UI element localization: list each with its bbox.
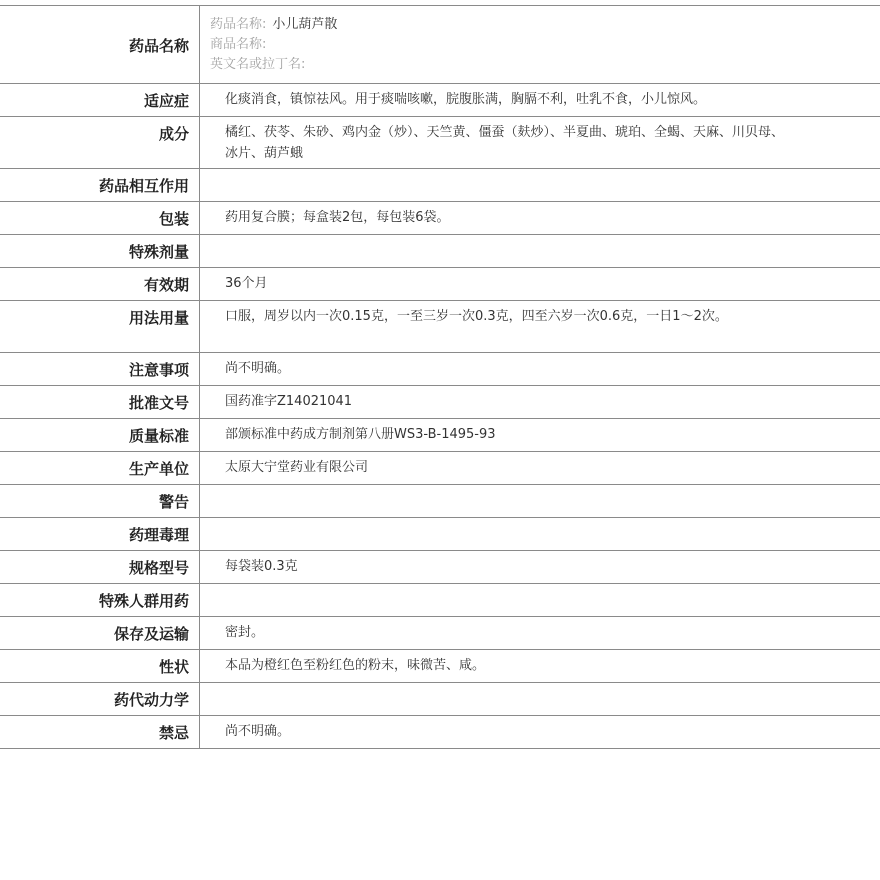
latin-name-line: [210, 55, 790, 75]
row-approval-number: [0, 386, 880, 419]
row-label: 保存及运输: [0, 617, 200, 649]
row-manufacturer: [0, 452, 880, 485]
row-label: 包装: [0, 202, 200, 234]
row-value: 橘红、茯苓、朱砂、鸡内金（炒）、天竺黄、僵蚕（麸炒）、半夏曲、琥珀、全蝎、天麻、川贝母、冰片、葫芦蛾: [225, 125, 785, 161]
row-label: 性状: [0, 650, 200, 682]
row-label: 有效期: [0, 268, 200, 300]
row-quality-standard: [0, 419, 880, 452]
row-value: 尚不明确。: [225, 361, 291, 376]
row-value: [200, 169, 880, 201]
row-value: 密封。: [225, 625, 265, 640]
row-pharmacology: [0, 518, 880, 551]
row-label: 药理毒理: [0, 518, 200, 550]
row-contraindications: [0, 716, 880, 749]
drug-info-table: [0, 5, 880, 749]
row-value: 口服，周岁以内一次0.15克，一至三岁一次0.3克，四至六岁一次0.6克，一日1～2次。: [225, 309, 728, 324]
row-dosage: [0, 301, 880, 353]
row-label: 质量标准: [0, 419, 200, 451]
row-label: 药代动力学: [0, 683, 200, 715]
row-value: [200, 6, 880, 83]
row-drug-interactions: [0, 169, 880, 202]
drug-name-key: 药品名称:: [210, 17, 267, 32]
row-label: 特殊人群用药: [0, 584, 200, 616]
row-value: [200, 518, 880, 550]
latin-name-key: 英文名或拉丁名:: [210, 57, 306, 72]
row-value: 36个月: [225, 276, 268, 291]
row-value: [200, 683, 880, 715]
row-label: 适应症: [0, 84, 200, 116]
row-drug-name: [0, 6, 880, 84]
row-precautions: [0, 353, 880, 386]
row-label: 用法用量: [0, 301, 200, 352]
row-label: 禁忌: [0, 716, 200, 748]
row-value: 化痰消食，镇惊祛风。用于痰喘咳嗽，脘腹胀满，胸膈不利，吐乳不食，小儿惊风。: [225, 92, 707, 107]
row-value: 国药准字Z14021041: [225, 394, 353, 409]
row-pharmacokinetics: [0, 683, 880, 716]
row-appearance: [0, 650, 880, 683]
row-value: 每袋装0.3克: [225, 559, 298, 574]
row-label: 成分: [0, 117, 200, 168]
row-indications: [0, 84, 880, 117]
row-ingredients: [0, 117, 880, 169]
row-value: [200, 235, 880, 267]
row-packaging: [0, 202, 880, 235]
row-value: 太原大宁堂药业有限公司: [225, 460, 369, 475]
trade-name-key: 商品名称:: [210, 37, 267, 52]
row-shelf-life: [0, 268, 880, 301]
row-label: 批准文号: [0, 386, 200, 418]
row-label: 特殊剂量: [0, 235, 200, 267]
row-specification: [0, 551, 880, 584]
row-storage: [0, 617, 880, 650]
row-value: 部颁标准中药成方制剂第八册WS3-B-1495-93: [225, 427, 496, 442]
row-label: 生产单位: [0, 452, 200, 484]
row-value: [200, 485, 880, 517]
row-value: 尚不明确。: [225, 724, 291, 739]
row-value: 药用复合膜；每盒装2包，每包装6袋。: [225, 210, 450, 225]
row-value: 本品为橙红色至粉红色的粉末，味微苦、咸。: [225, 658, 486, 673]
row-label: 药品名称: [0, 6, 200, 83]
row-label: 警告: [0, 485, 200, 517]
row-label: 注意事项: [0, 353, 200, 385]
row-special-dosage: [0, 235, 880, 268]
row-warning: [0, 485, 880, 518]
row-label: 药品相互作用: [0, 169, 200, 201]
trade-name-line: [210, 35, 790, 55]
drug-name-value: 小儿葫芦散: [272, 17, 338, 32]
drug-name-line: [210, 15, 790, 35]
row-special-populations: [0, 584, 880, 617]
row-value: [200, 584, 880, 616]
row-label: 规格型号: [0, 551, 200, 583]
